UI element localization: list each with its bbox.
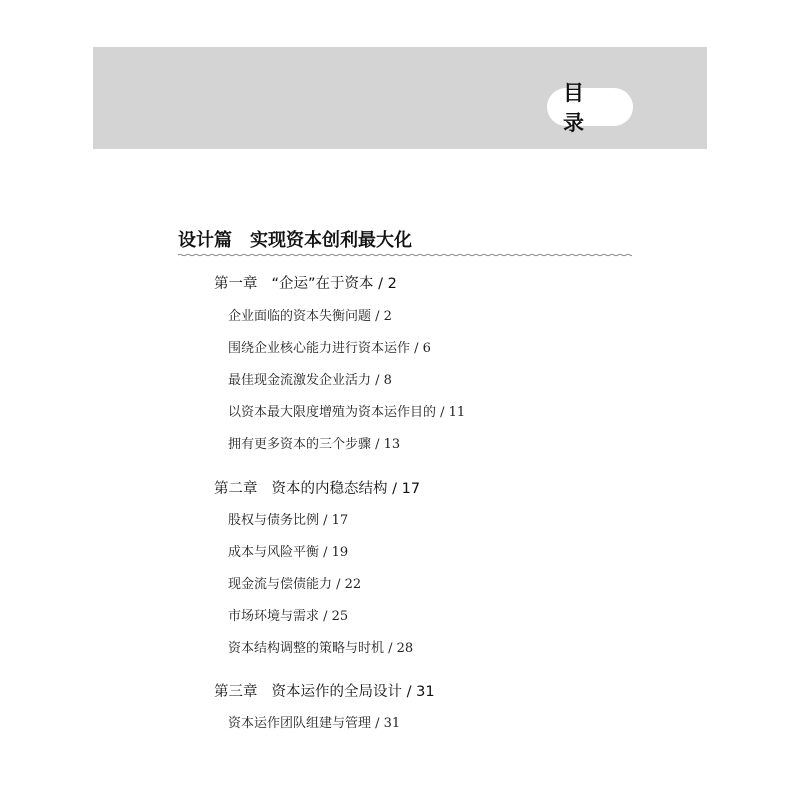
section-title: 实现资本创利最大化 xyxy=(250,230,412,251)
toc-entry[interactable]: 以资本最大限度增殖为资本运作目的 / 11 xyxy=(228,405,466,420)
toc-entry[interactable]: 股权与债务比例 / 17 xyxy=(228,513,349,528)
page-title: 目 录 xyxy=(547,88,633,126)
chapter-label: 第三章 xyxy=(214,684,258,700)
chapter-title: “企运”在于资本 / 2 xyxy=(271,276,397,292)
chapter-title: 资本运作的全局设计 / 31 xyxy=(271,684,435,700)
toc-entry[interactable]: 市场环境与需求 / 25 xyxy=(228,609,349,624)
toc-chapter-1[interactable] xyxy=(214,272,397,293)
toc-chapter-2[interactable] xyxy=(214,477,420,498)
toc-entry[interactable]: 成本与风险平衡 / 19 xyxy=(228,545,349,560)
toc-entry[interactable]: 资本运作团队组建与管理 / 31 xyxy=(228,716,401,731)
toc-entry[interactable]: 企业面临的资本失衡问题 / 2 xyxy=(228,309,392,324)
chapter-title: 资本的内稳态结构 / 17 xyxy=(271,481,421,497)
toc-entry[interactable]: 资本结构调整的策略与时机 / 28 xyxy=(228,641,414,656)
toc-chapter-3[interactable] xyxy=(214,680,435,701)
wavy-divider xyxy=(178,252,632,258)
toc-entry[interactable]: 现金流与偿债能力 / 22 xyxy=(228,577,362,592)
section-heading[interactable] xyxy=(178,226,412,252)
chapter-label: 第二章 xyxy=(214,481,258,497)
toc-entry[interactable]: 最佳现金流激发企业活力 / 8 xyxy=(228,373,392,388)
chapter-label: 第一章 xyxy=(214,276,258,292)
section-label: 设计篇 xyxy=(178,230,232,251)
toc-entry[interactable]: 围绕企业核心能力进行资本运作 / 6 xyxy=(228,341,431,356)
toc-entry[interactable]: 拥有更多资本的三个步骤 / 13 xyxy=(228,437,401,452)
